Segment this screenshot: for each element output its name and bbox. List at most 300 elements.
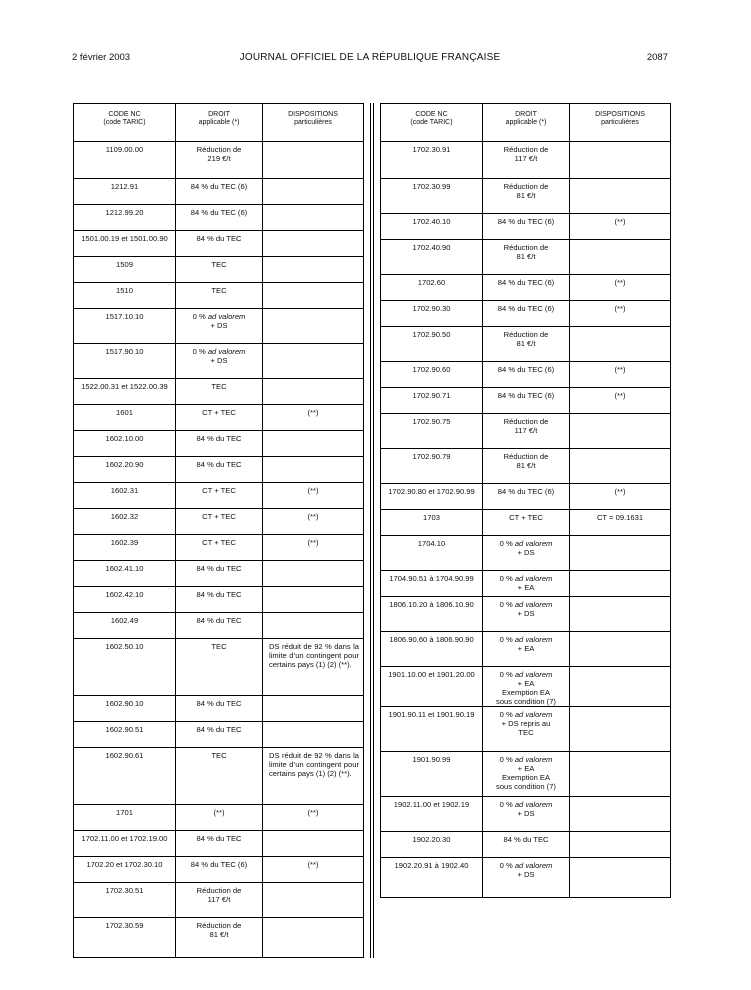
dispositions-cell [263,205,364,231]
table-row [74,309,364,344]
droit-cell [483,858,570,898]
dispositions-cell [570,510,671,536]
code-nc-cell: 1212.99.20 [74,205,176,231]
code-nc-cell: 1602.39 [74,535,176,561]
code-nc-cell: 1517.10.10 [74,309,176,344]
header-dispositions: DISPOSITIONS particulières [570,104,671,142]
column-separator [373,103,374,958]
droit-line: 117 €/t [514,426,538,435]
droit-line: Réduction de [503,417,549,426]
table-row [381,667,671,707]
dispositions-cell [570,301,671,327]
table-row [74,344,364,379]
page-header [72,52,668,66]
droit-cell [176,344,263,379]
droit-line: TEC [211,260,227,269]
droit-line: + EA [517,764,535,773]
droit-line: 0 % ad valorem [499,800,553,809]
droit-line: + DS repris au [501,719,551,728]
droit-line: 117 €/t [207,895,231,904]
code-nc-cell: 1701 [74,805,176,831]
table-row [74,613,364,639]
droit-line: TEC [211,286,227,295]
dispositions-cell [570,214,671,240]
code-nc-cell: 1602.90.10 [74,696,176,722]
dispositions-cell [570,571,671,597]
header-code-nc: CODE NC (code TARIC) [74,104,176,142]
dispositions-cell [570,597,671,632]
dispositions-cell [263,883,364,918]
table-row [74,142,364,179]
dispositions-cell [263,309,364,344]
table-row [381,142,671,179]
table-row [74,379,364,405]
droit-cell [176,831,263,857]
droit-line: Réduction de [196,886,242,895]
dispositions-text: (**) [614,278,626,287]
droit-cell [483,214,570,240]
droit-line: 84 % du TEC [196,616,242,625]
droit-cell [176,379,263,405]
dispositions-cell [570,484,671,510]
code-nc-cell: 1601 [74,405,176,431]
dispositions-cell [263,805,364,831]
droit-cell [483,707,570,752]
dispositions-cell [263,639,364,696]
code-nc-cell: 1602.41.10 [74,561,176,587]
droit-line: 81 €/t [516,252,536,261]
droit-line: 0 % ad valorem [192,312,246,321]
dispositions-cell [263,918,364,958]
droit-cell [483,179,570,214]
code-nc-cell: 1901.10.00 et 1901.20.00 [381,667,483,707]
droit-line: TEC [211,642,227,651]
dispositions-text: (**) [307,538,319,547]
tariff-table-right [380,103,671,898]
table-row [74,831,364,857]
droit-line: Réduction de [196,145,242,154]
table-row [74,431,364,457]
code-nc-cell: 1702.30.51 [74,883,176,918]
dispositions-text: (**) [614,304,626,313]
droit-cell [176,639,263,696]
droit-cell [176,748,263,805]
table-row [74,883,364,918]
droit-line: 0 % ad valorem [499,635,553,644]
droit-cell [483,414,570,449]
column-separator [370,103,371,958]
dispositions-cell [263,535,364,561]
code-nc-cell: 1602.90.61 [74,748,176,805]
code-nc-cell: 1902.11.00 et 1902.19 [381,797,483,832]
table-row [74,639,364,696]
dispositions-cell [570,832,671,858]
droit-line: CT + TEC [202,486,236,495]
header-date: 2 février 2003 [72,52,131,63]
droit-cell [483,362,570,388]
table-header-row [381,104,671,142]
code-nc-cell: 1517.90.10 [74,344,176,379]
code-nc-cell: 1602.32 [74,509,176,535]
droit-cell [176,587,263,613]
code-nc-cell: 1702.30.59 [74,918,176,958]
code-nc-cell: 1702.60 [381,275,483,301]
droit-line: Réduction de [503,243,549,252]
droit-cell [483,632,570,667]
dispositions-cell [570,275,671,301]
dispositions-cell [263,748,364,805]
code-nc-cell: 1602.20.90 [74,457,176,483]
droit-cell [483,327,570,362]
code-nc-cell: 1510 [74,283,176,309]
table-row [74,231,364,257]
droit-line: + EA [517,644,535,653]
dispositions-cell [263,142,364,179]
code-nc-cell: 1602.50.10 [74,639,176,696]
droit-line: 84 % du TEC (6) [497,304,555,313]
code-nc-cell: 1702.40.10 [381,214,483,240]
code-nc-cell: 1602.49 [74,613,176,639]
dispositions-cell [263,509,364,535]
droit-cell [176,483,263,509]
code-nc-cell: 1702.30.91 [381,142,483,179]
droit-line: 0 % ad valorem [499,539,553,548]
table-row [74,918,364,958]
code-nc-cell: 1702.90.30 [381,301,483,327]
dispositions-text: CT = 09.1631 [596,513,644,522]
table-row [74,405,364,431]
table-row [74,283,364,309]
droit-line: + DS [210,356,228,365]
code-nc-cell: 1501.00.19 et 1501.00.90 [74,231,176,257]
droit-line: + DS [517,870,535,879]
code-nc-cell: 1702.11.00 et 1702.19.00 [74,831,176,857]
droit-cell [483,797,570,832]
code-nc-cell: 1806.90.60 à 1806.90.90 [381,632,483,667]
dispositions-cell [263,344,364,379]
table-row [381,536,671,571]
droit-line: TEC [518,728,534,737]
droit-line: 84 % du TEC [503,835,549,844]
droit-line: CT + TEC [202,512,236,521]
code-nc-cell: 1702.90.75 [381,414,483,449]
droit-line: 84 % du TEC [196,699,242,708]
table-row [381,571,671,597]
table-row [74,857,364,883]
table-row [381,388,671,414]
droit-line: + DS [517,809,535,818]
droit-cell [176,857,263,883]
dispositions-cell [263,405,364,431]
droit-cell [176,509,263,535]
droit-line: 84 % du TEC [196,564,242,573]
droit-cell [176,142,263,179]
dispositions-cell [570,142,671,179]
droit-cell [483,752,570,797]
table-row [381,362,671,388]
code-nc-cell: 1704.90.51 à 1704.90.99 [381,571,483,597]
droit-line: CT + TEC [202,408,236,417]
code-nc-cell: 1702.90.80 et 1702.90.99 [381,484,483,510]
dispositions-cell [570,858,671,898]
droit-cell [483,510,570,536]
table-row [74,722,364,748]
table-row [74,179,364,205]
dispositions-text: (**) [614,487,626,496]
droit-line: 81 €/t [209,930,229,939]
droit-line: 84 % du TEC [196,725,242,734]
table-row [381,275,671,301]
droit-line: sous condition (7) [496,782,556,791]
droit-cell [176,722,263,748]
table-row [74,205,364,231]
code-nc-cell: 1901.90.99 [381,752,483,797]
code-nc-cell: 1109.00.00 [74,142,176,179]
dispositions-cell [263,379,364,405]
droit-line: 81 €/t [516,339,536,348]
droit-line: sous condition (7) [496,697,556,706]
dispositions-cell [570,536,671,571]
droit-line: 84 % du TEC [196,590,242,599]
code-nc-cell: 1509 [74,257,176,283]
header-droit: DROIT applicable (*) [483,104,570,142]
table-header-row [74,104,364,142]
droit-line: Réduction de [196,921,242,930]
droit-cell [483,536,570,571]
droit-line: 84 % du TEC [196,434,242,443]
table-row [381,449,671,484]
dispositions-cell [263,857,364,883]
droit-cell [176,696,263,722]
dispositions-cell [263,831,364,857]
dispositions-cell [570,240,671,275]
code-nc-cell: 1902.20.30 [381,832,483,858]
dispositions-text: DS réduit de 92 % dans la limite d’un contingent pour certains pays (1) (2) (**). [269,751,359,778]
dispositions-cell [263,722,364,748]
table-row [381,179,671,214]
table-row [74,257,364,283]
dispositions-cell [570,327,671,362]
table-row [74,561,364,587]
droit-line: 84 % du TEC [196,234,242,243]
table-row [381,832,671,858]
code-nc-cell: 1901.90.11 et 1901.90.19 [381,707,483,752]
droit-line: + DS [517,609,535,618]
droit-line: 0 % ad valorem [499,600,553,609]
droit-cell [483,484,570,510]
dispositions-cell [263,283,364,309]
droit-line: + EA [517,583,535,592]
droit-line: 219 €/t [207,154,231,163]
droit-cell [176,805,263,831]
droit-cell [176,257,263,283]
droit-line: 84 % du TEC (6) [497,217,555,226]
code-nc-cell: 1702.90.50 [381,327,483,362]
table-row [74,457,364,483]
dispositions-text: (**) [614,391,626,400]
table-row [74,748,364,805]
droit-cell [176,431,263,457]
droit-line: 0 % ad valorem [499,861,553,870]
droit-line: 84 % du TEC (6) [497,365,555,374]
table-row [381,214,671,240]
droit-line: 84 % du TEC (6) [190,182,248,191]
droit-line: Réduction de [503,452,549,461]
table-row [74,696,364,722]
dispositions-cell [263,431,364,457]
dispositions-cell [570,797,671,832]
code-nc-cell: 1702.20 et 1702.30.10 [74,857,176,883]
droit-line: TEC [211,382,227,391]
droit-line: Exemption EA [501,773,551,782]
droit-cell [176,457,263,483]
dispositions-text: (**) [307,408,319,417]
table-row [381,752,671,797]
dispositions-text: (**) [307,512,319,521]
droit-cell [483,667,570,707]
table-row [381,707,671,752]
code-nc-cell: 1702.90.60 [381,362,483,388]
droit-line: 84 % du TEC (6) [497,391,555,400]
code-nc-cell: 1602.90.51 [74,722,176,748]
droit-cell [176,561,263,587]
droit-cell [483,388,570,414]
table-row [381,597,671,632]
droit-cell [483,301,570,327]
table-row [381,484,671,510]
dispositions-cell [263,587,364,613]
table-row [381,858,671,898]
dispositions-text: (**) [614,217,626,226]
header-droit: DROIT applicable (*) [176,104,263,142]
droit-line: Réduction de [503,330,549,339]
droit-line: 0 % ad valorem [499,670,553,679]
code-nc-cell: 1702.30.99 [381,179,483,214]
code-nc-cell: 1702.90.71 [381,388,483,414]
droit-line: + DS [517,548,535,557]
table-row [381,414,671,449]
dispositions-cell [570,388,671,414]
droit-line: Réduction de [503,145,549,154]
table-row [74,805,364,831]
dispositions-cell [263,257,364,283]
dispositions-cell [570,362,671,388]
table-row [74,587,364,613]
dispositions-text: (**) [614,365,626,374]
dispositions-text: (**) [307,860,319,869]
code-nc-cell: 1212.91 [74,179,176,205]
droit-line: + DS [210,321,228,330]
droit-cell [483,597,570,632]
droit-cell [176,883,263,918]
droit-line: 0 % ad valorem [499,574,553,583]
code-nc-cell: 1602.31 [74,483,176,509]
droit-cell [176,179,263,205]
code-nc-cell: 1602.10.00 [74,431,176,457]
droit-cell [483,449,570,484]
table-row [74,509,364,535]
dispositions-cell [263,561,364,587]
code-nc-cell: 1522.00.31 et 1522.00.39 [74,379,176,405]
dispositions-cell [570,632,671,667]
droit-cell [483,275,570,301]
code-nc-cell: 1702.40.90 [381,240,483,275]
table-row [381,797,671,832]
droit-line: Réduction de [503,182,549,191]
table-row [381,510,671,536]
droit-line: 84 % du TEC (6) [497,278,555,287]
droit-cell [483,240,570,275]
droit-cell [176,283,263,309]
droit-cell [176,405,263,431]
dispositions-cell [263,179,364,205]
code-nc-cell: 1702.90.79 [381,449,483,484]
dispositions-cell [570,414,671,449]
dispositions-cell [570,752,671,797]
dispositions-cell [263,231,364,257]
table-row [381,301,671,327]
table-row [381,327,671,362]
droit-line: 81 €/t [516,461,536,470]
code-nc-cell: 1704.10 [381,536,483,571]
table-row [74,535,364,561]
droit-line: Exemption EA [501,688,551,697]
dispositions-cell [570,667,671,707]
droit-line: 84 % du TEC (6) [497,487,555,496]
dispositions-cell [570,179,671,214]
droit-cell [176,231,263,257]
header-page-number: 2087 [646,52,668,63]
droit-line: 84 % du TEC (6) [190,208,248,217]
droit-line: (**) [213,808,225,817]
table-row [381,240,671,275]
droit-line: 0 % ad valorem [192,347,246,356]
code-nc-cell: 1703 [381,510,483,536]
header-title: JOURNAL OFFICIEL DE LA RÉPUBLIQUE FRANÇAISE [239,52,501,63]
dispositions-text: (**) [307,808,319,817]
droit-line: 84 % du TEC [196,460,242,469]
droit-line: CT + TEC [202,538,236,547]
droit-cell [176,535,263,561]
header-dispositions: DISPOSITIONS particulières [263,104,364,142]
dispositions-cell [263,696,364,722]
dispositions-cell [570,449,671,484]
droit-line: 0 % ad valorem [499,710,553,719]
header-code-nc: CODE NC (code TARIC) [381,104,483,142]
droit-cell [176,613,263,639]
table-row [381,632,671,667]
dispositions-text: DS réduit de 92 % dans la limite d’un contingent pour certains pays (1) (2) (**). [269,642,359,669]
table-row [74,483,364,509]
dispositions-cell [263,613,364,639]
dispositions-cell [263,457,364,483]
droit-line: + EA [517,679,535,688]
code-nc-cell: 1902.20.91 à 1902.40 [381,858,483,898]
droit-cell [176,309,263,344]
code-nc-cell: 1602.42.10 [74,587,176,613]
droit-line: TEC [211,751,227,760]
droit-line: CT + TEC [509,513,543,522]
droit-line: 84 % du TEC (6) [190,860,248,869]
droit-line: 117 €/t [514,154,538,163]
droit-cell [176,205,263,231]
droit-cell [176,918,263,958]
tariff-table-left [73,103,364,958]
droit-line: 84 % du TEC [196,834,242,843]
dispositions-cell [570,707,671,752]
droit-line: 81 €/t [516,191,536,200]
droit-cell [483,142,570,179]
